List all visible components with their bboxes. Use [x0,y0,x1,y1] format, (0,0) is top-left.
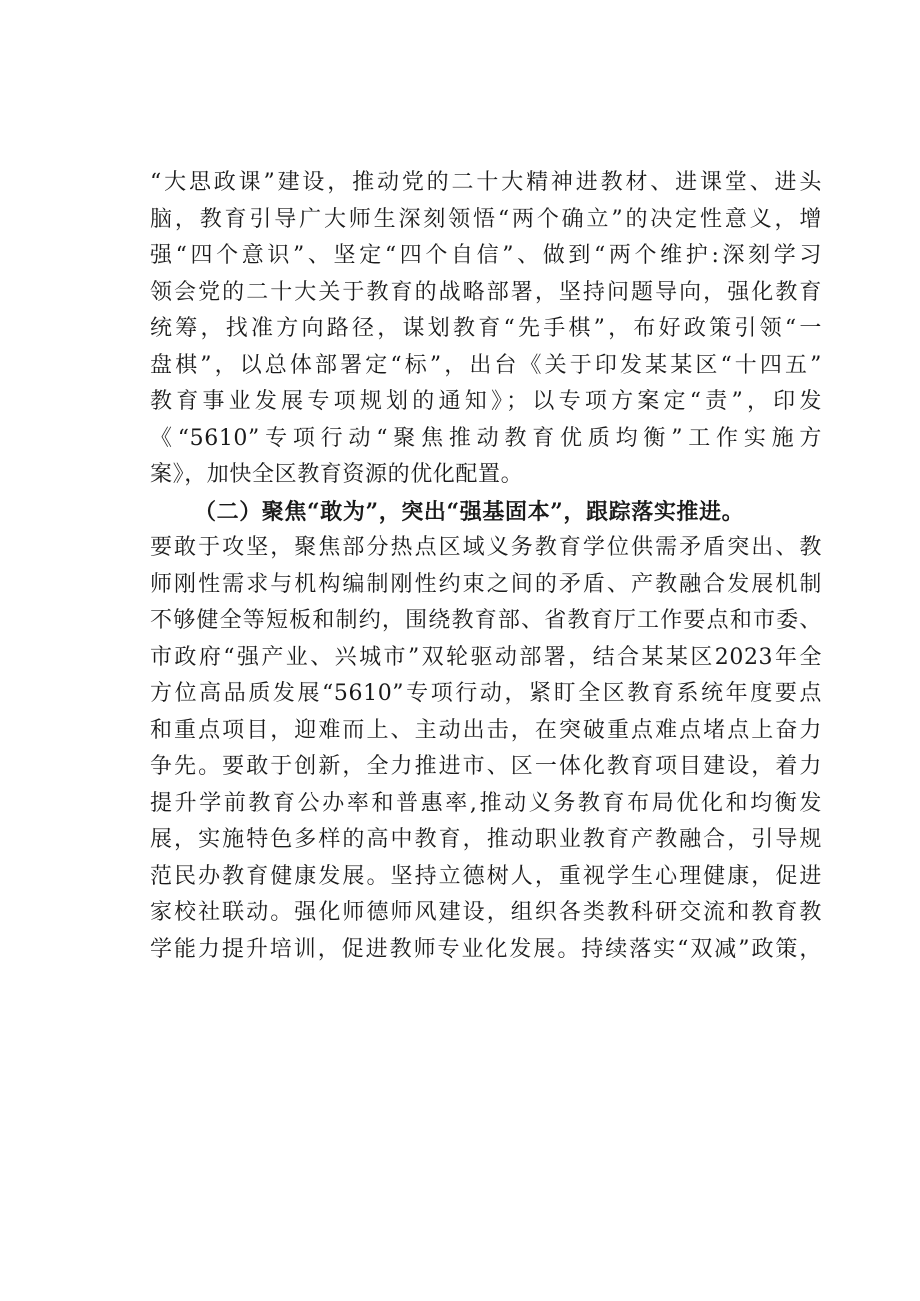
text-line: 强“四个意识”、坚定“四个自信”、做到“两个维护:深刻学习 [150,243,822,268]
text-line: 方位高品质发展“5610”专项行动，紧盯全区教育系统年度要点 [150,681,822,706]
text-line: 教育事业发展专项规划的通知》；以专项方案定“责”，印发 [150,389,822,414]
text-line: 领会党的二十大关于教育的战略部署，坚持问题导向，强化教育 [150,279,822,305]
text-line: 家校社联动。强化师德师风建设，组织各类教科研交流和教育教 [150,900,822,925]
text-line: 《“5610”专项行动“聚焦推动教育优质均衡”工作实施方 [150,425,822,451]
text-line: 脑，教育引导广大师生深刻领悟“两个确立”的决定性意义，增 [150,206,822,232]
section-heading: （二）聚焦“敢为”，突出“强基固本”，跟踪落实推进。 [194,498,745,525]
text-line: 学能力提升培训，促进教师专业化发展。持续落实“双减”政策， [150,936,822,962]
text-line: 范民办教育健康发展。坚持立德树人，重视学生心理健康，促进 [150,863,822,889]
text-line: 提升学前教育公办率和普惠率,推动义务教育布局优化和均衡发 [150,790,822,816]
text-line: 统筹，找准方向路径，谋划教育“先手棋”，布好政策引领“一 [150,316,822,341]
text-line: 争先。要敢于创新，全力推进市、区一体化教育项目建设，着力 [150,754,822,779]
paragraph-1 [150,165,822,494]
text-line: 不够健全等短板和制约，围绕教育部、省教育厅工作要点和市委、 [150,608,822,633]
text-line: 盘棋”，以总体部署定“标”，出台《关于印发某某区“十四五” [150,352,822,378]
text-line: “大思政课”建设，推动党的二十大精神进教材、进课堂、进头 [150,170,822,195]
text-line: 案》，加快全区教育资源的优化配置。 [150,462,524,487]
paragraph-2 [150,494,822,969]
text-line: 要敢于攻坚，聚焦部分热点区域义务教育学位供需矛盾突出、教 [150,535,822,560]
text-line: 师刚性需求与机构编制刚性约束之间的矛盾、产教融合发展机制 [150,571,822,597]
text-line: 展，实施特色多样的高中教育，推动职业教育产教融合，引导规 [150,827,822,852]
text-line: 市政府“强产业、兴城市”双轮驱动部署，结合某某区2023年全 [150,644,822,670]
body-text [150,165,822,968]
text-line: 和重点项目，迎难而上、主动出击，在突破重点难点堵点上奋力 [150,717,822,743]
